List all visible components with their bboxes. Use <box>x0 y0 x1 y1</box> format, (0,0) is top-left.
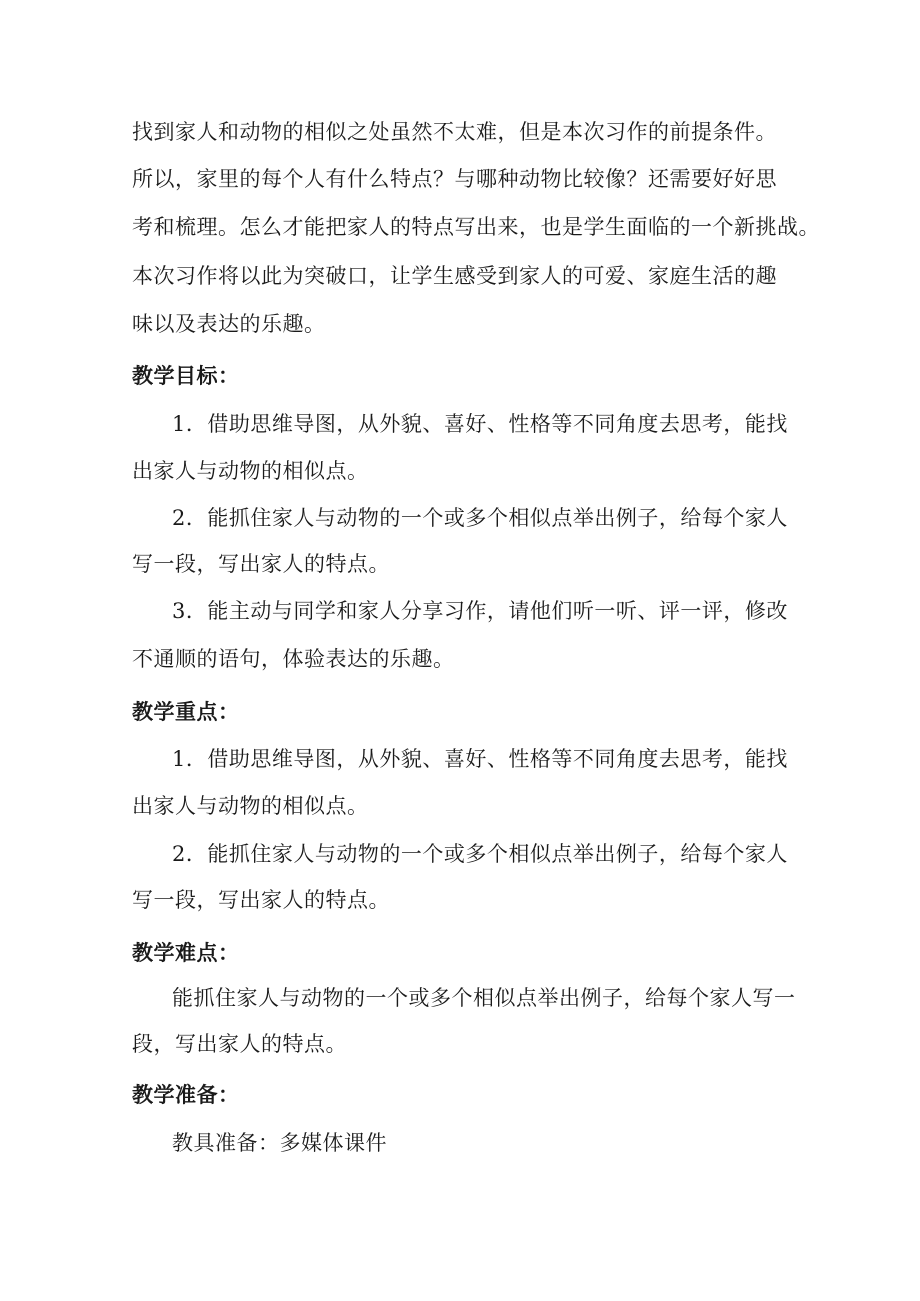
preparation-heading: 教学准备： <box>132 1083 240 1107</box>
key-point-2-line-1: 2．能抓住家人与动物的一个或多个相似点举出例子，给每个家人 <box>172 842 788 866</box>
goal-3-line-1: 3．能主动与同学和家人分享习作，请他们听一听、评一评，修改 <box>172 599 788 623</box>
difficulty-heading: 教学难点： <box>132 941 240 965</box>
preparation-line-1: 教具准备：多媒体课件 <box>172 1131 387 1155</box>
goal-2-line-1: 2．能抓住家人与动物的一个或多个相似点举出例子，给每个家人 <box>172 506 788 530</box>
intro-line-2: 所以，家里的每个人有什么特点？与哪种动物比较像？还需要好好思 <box>132 167 777 191</box>
intro-line-4: 本次习作将以此为突破口，让学生感受到家人的可爱、家庭生活的趣 <box>132 264 777 288</box>
key-point-1-line-1: 1．借助思维导图，从外貌、喜好、性格等不同角度去思考，能找 <box>172 747 788 771</box>
goal-1-line-2: 出家人与动物的相似点。 <box>132 459 369 483</box>
goals-heading: 教学目标： <box>132 364 240 388</box>
intro-line-1: 找到家人和动物的相似之处虽然不太难，但是本次习作的前提条件。 <box>132 120 777 144</box>
intro-line-5: 味以及表达的乐趣。 <box>132 312 326 336</box>
difficulty-line-1: 能抓住家人与动物的一个或多个相似点举出例子，给每个家人写一 <box>172 986 796 1010</box>
difficulty-line-2: 段，写出家人的特点。 <box>132 1032 347 1056</box>
key-points-heading: 教学重点： <box>132 700 240 724</box>
goal-1-line-1: 1．借助思维导图，从外貌、喜好、性格等不同角度去思考，能找 <box>172 412 788 436</box>
key-point-2-line-2: 写一段，写出家人的特点。 <box>132 888 390 912</box>
goal-2-line-2: 写一段，写出家人的特点。 <box>132 552 390 576</box>
intro-line-3: 考和梳理。怎么才能把家人的特点写出来，也是学生面临的一个新挑战。 <box>132 215 820 239</box>
key-point-1-line-2: 出家人与动物的相似点。 <box>132 794 369 818</box>
goal-3-line-2: 不通顺的语句，体验表达的乐趣。 <box>132 647 455 671</box>
